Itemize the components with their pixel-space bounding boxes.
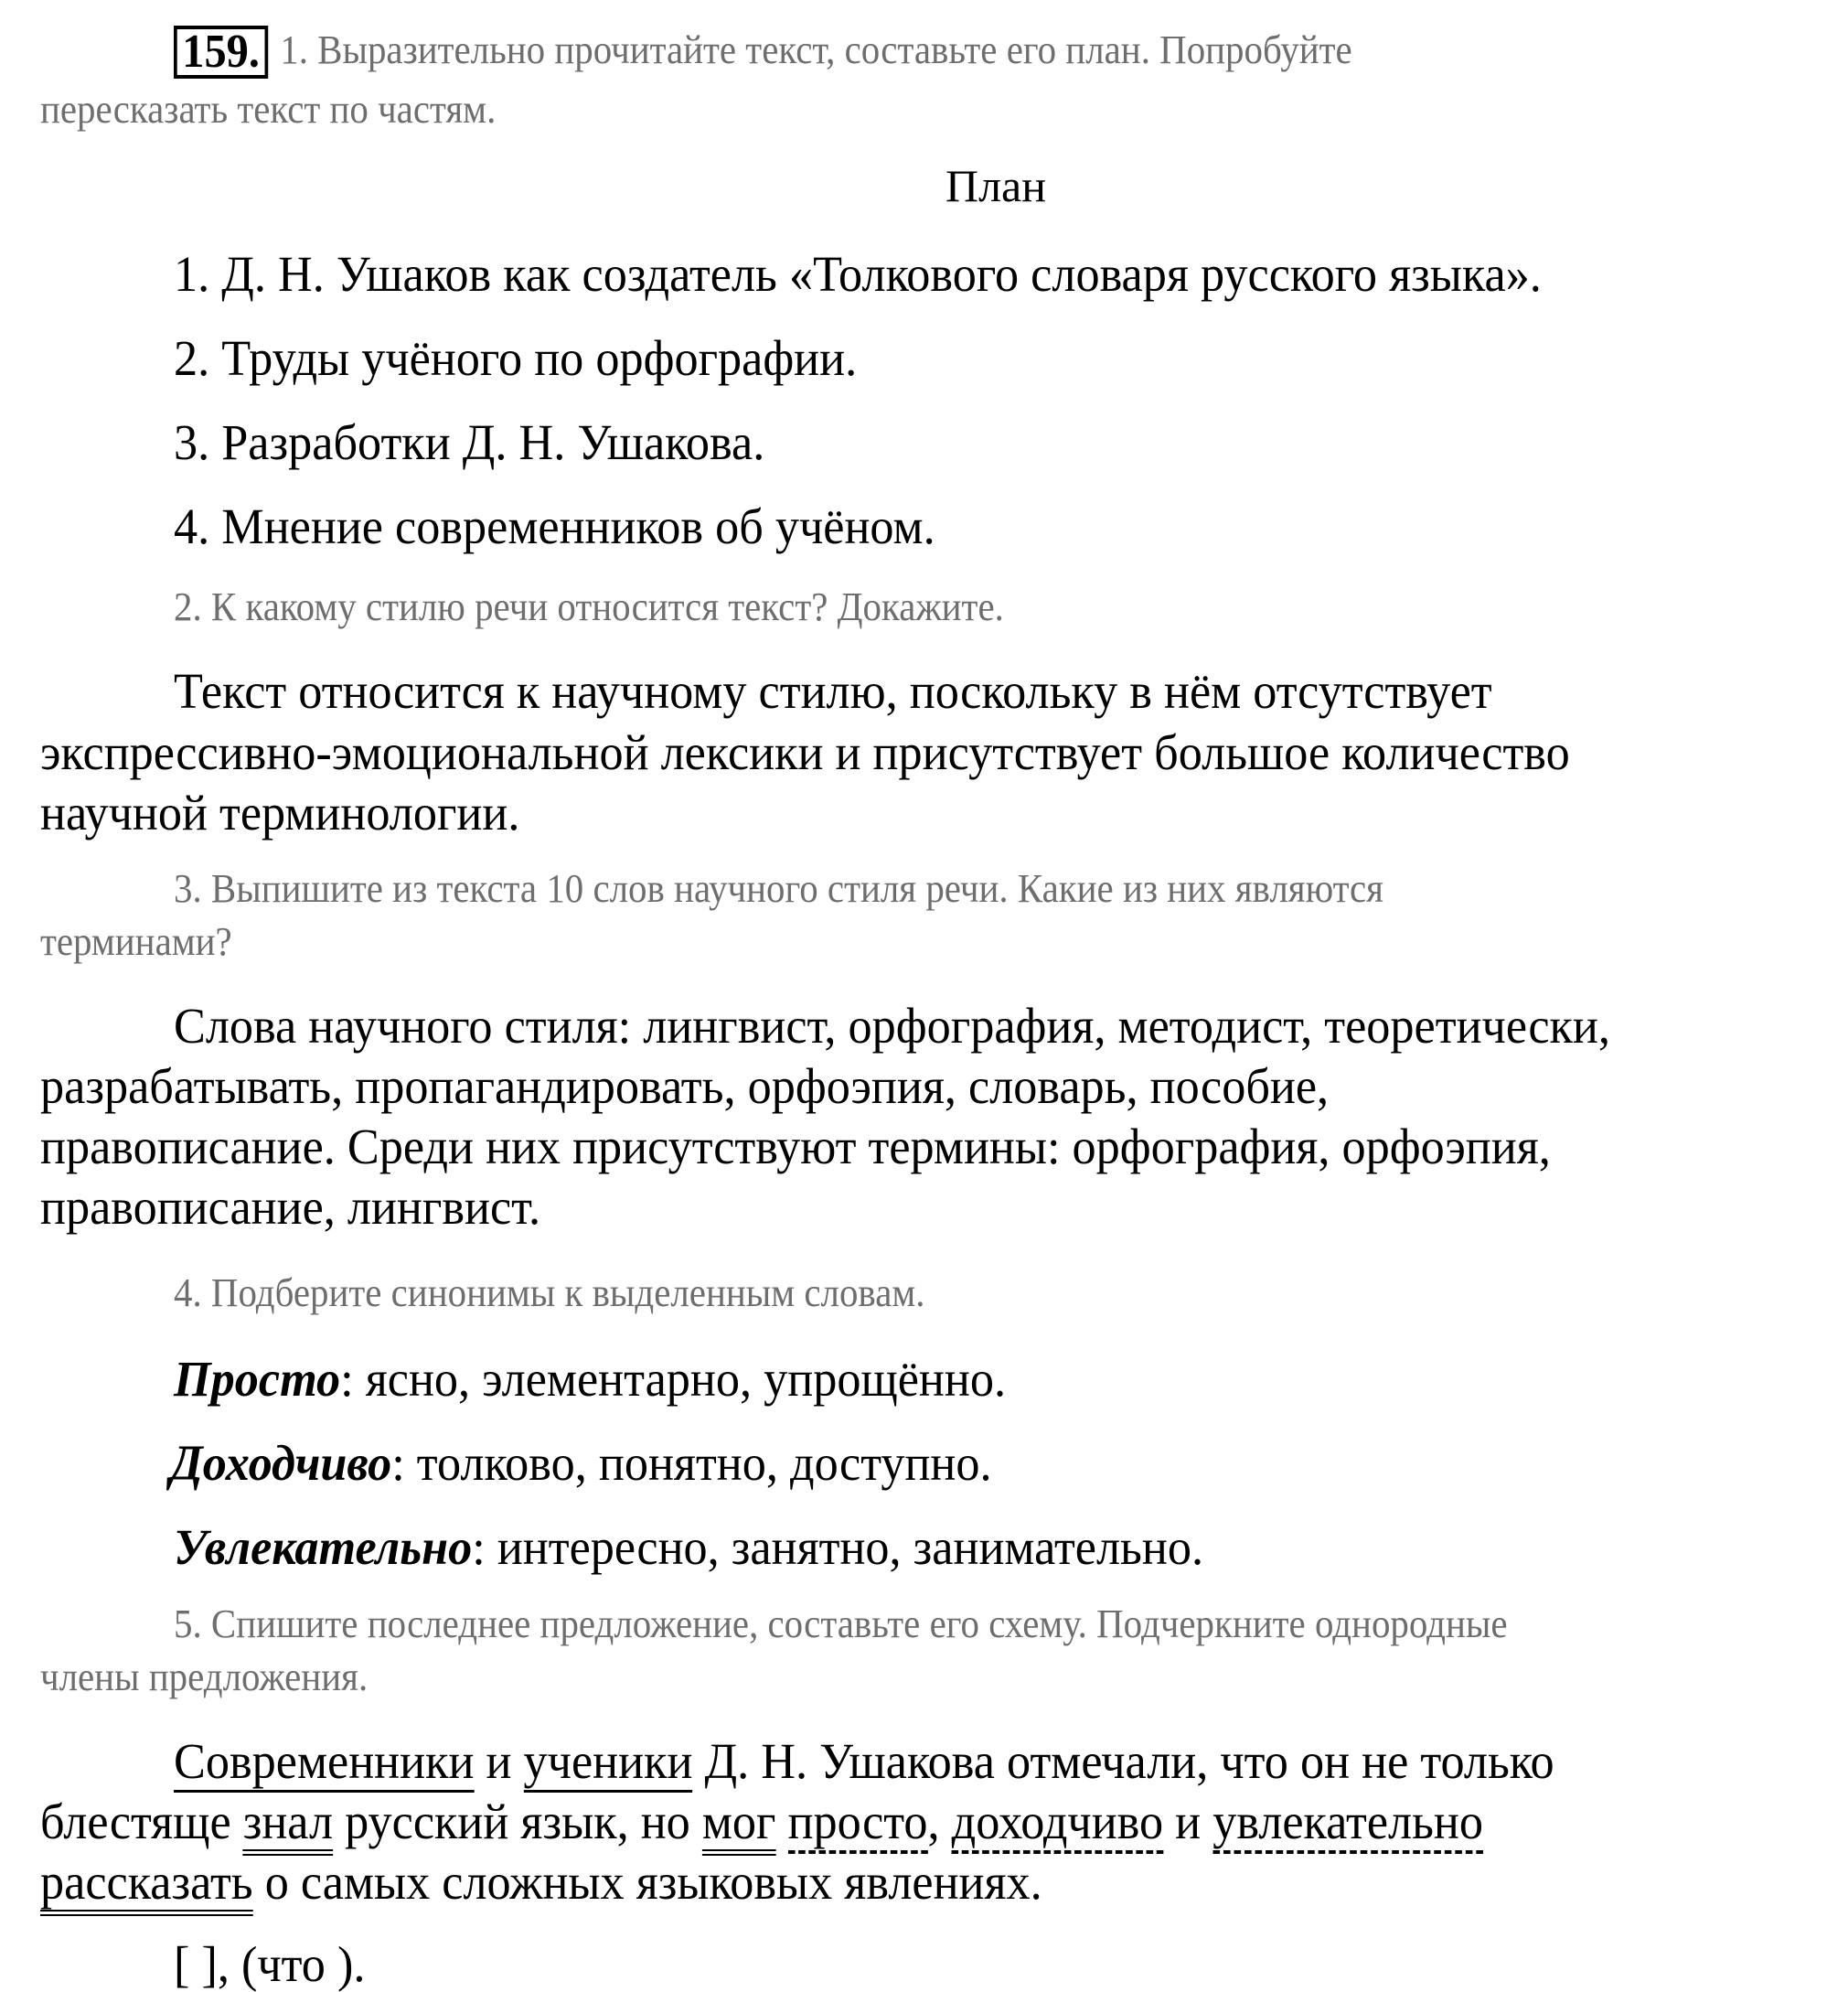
predicate-word-1: знал [243, 1794, 333, 1856]
task-3-line-1: 3. Выпишите из текста 10 слов научного стиля речи. Какие из них являются [174, 866, 1383, 911]
sentence-text: о самых сложных языковых явлениях. [252, 1854, 1042, 1910]
synonym-word: Доходчиво [170, 1435, 392, 1491]
answer-2-line-2: экспрессивно-эмоциональной лексики и присутствует большое количество [40, 724, 1570, 780]
sentence-text: , [927, 1794, 952, 1849]
plan-item-1: 1. Д. Н. Ушаков как создатель «Толкового словаря русского языка». [174, 246, 1542, 302]
task-5-line-2: члены предложения. [40, 1655, 369, 1699]
answer-2-line-1: Текст относится к научному стилю, поскольку в нём отсутствует [174, 663, 1492, 719]
task-1-text: 1. Выразительно прочитайте текст, составьте его план. Попробуйте [280, 27, 1352, 72]
synonym-row-3 [174, 1519, 1204, 1575]
adverb-word-1: просто [788, 1794, 928, 1854]
task-5-line-1: 5. Спишите последнее предложение, составьте его схему. Подчеркните однородные [174, 1601, 1508, 1646]
plan-title: План [945, 160, 1047, 211]
subject-word-1: Современники [174, 1733, 474, 1793]
sentence-line-3 [40, 1854, 1042, 1910]
sentence-text: и [1163, 1794, 1213, 1849]
answer-3-line-2: разрабатывать, пропагандировать, орфоэпия, словарь, пособие, [40, 1058, 1330, 1114]
exercise-number: 159. [174, 26, 268, 79]
predicate-word-2: мог [702, 1794, 776, 1856]
sentence-scheme: [ ], (что ). [174, 1936, 366, 1992]
synonym-word: Просто [174, 1351, 341, 1407]
task-2: 2. К какому стилю речи относится текст? Докажите. [174, 584, 1004, 629]
synonym-row-1 [174, 1351, 1007, 1407]
task-4: 4. Подберите синонимы к выделенным словам. [174, 1270, 925, 1315]
plan-item-2: 2. Труды учёного по орфографии. [174, 330, 858, 386]
plan-item-3: 3. Разработки Д. Н. Ушакова. [174, 414, 765, 470]
task-1-line-1 [174, 26, 1352, 79]
task-1-line-2: пересказать текст по частям. [40, 87, 497, 132]
synonym-word: Увлекательно [174, 1519, 473, 1575]
synonym-row-2 [170, 1435, 992, 1491]
synonym-list: : ясно, элементарно, упрощённо. [340, 1351, 1007, 1407]
adverb-word-3: увлекательно [1212, 1794, 1483, 1854]
task-3-line-2: терминами? [40, 919, 232, 964]
sentence-text: Д. Н. Ушакова отмечали, что он не только [692, 1733, 1554, 1789]
answer-3-line-1: Слова научного стиля: лингвист, орфография, методист, теоретически, [174, 998, 1610, 1054]
predicate-word-3: рассказать [40, 1854, 253, 1916]
plan-item-4: 4. Мнение современников об учёном. [174, 498, 935, 554]
answer-3-line-4: правописание, лингвист. [40, 1179, 541, 1235]
sentence-text: и [474, 1733, 524, 1789]
sentence-line-1 [174, 1733, 1554, 1789]
synonym-list: : толково, понятно, доступно. [391, 1435, 992, 1491]
sentence-text: блестяще [40, 1794, 243, 1849]
sentence-line-2 [40, 1796, 1483, 1847]
synonym-list: : интересно, занятно, занимательно. [472, 1519, 1204, 1575]
sentence-text [776, 1794, 788, 1849]
adverb-word-2: доходчиво [952, 1794, 1163, 1854]
answer-3-line-3: правописание. Среди них присутствуют термины: орфография, орфоэпия, [40, 1119, 1551, 1174]
sentence-text: русский язык, но [333, 1794, 702, 1849]
subject-word-2: ученики [524, 1733, 693, 1793]
answer-2-line-3: научной терминологии. [40, 785, 520, 841]
